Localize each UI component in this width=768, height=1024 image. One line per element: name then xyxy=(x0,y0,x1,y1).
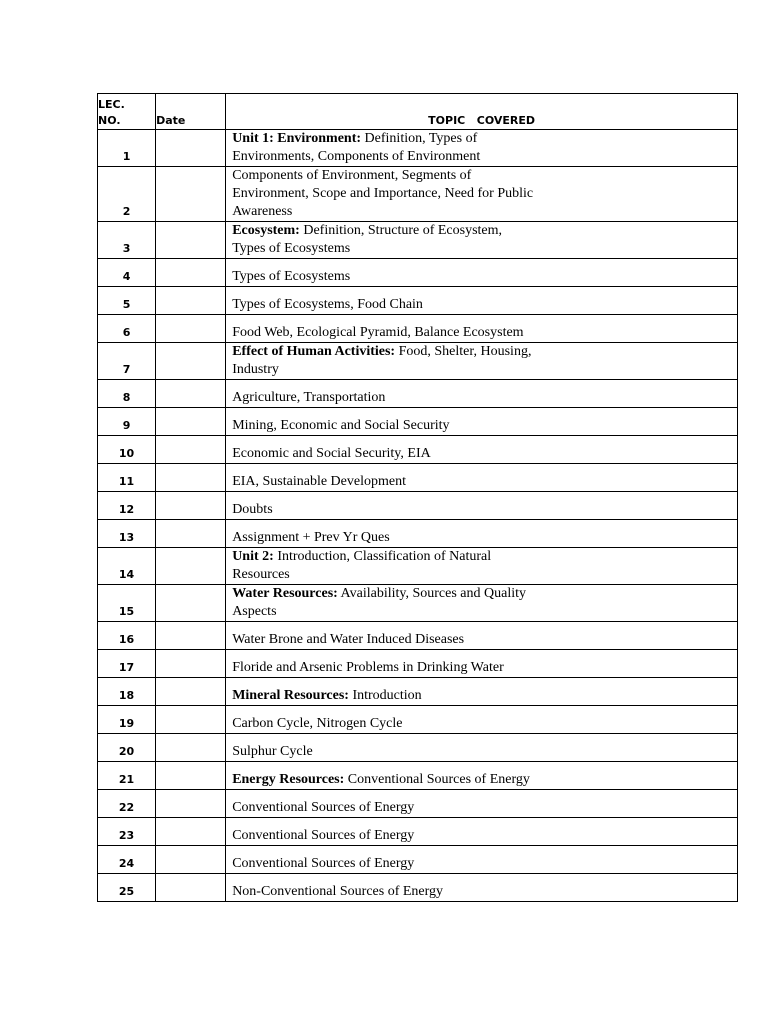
table-row xyxy=(98,548,738,585)
table-row xyxy=(98,650,738,678)
lecture-number: 17 xyxy=(98,650,156,678)
topic-covered xyxy=(226,846,738,874)
table-row xyxy=(98,259,738,287)
topic-text: Definition, Structure of Ecosystem, Types of Ecosystems xyxy=(232,223,503,256)
table-row xyxy=(98,408,738,436)
topic-text: Assignment + Prev Yr Ques xyxy=(232,530,390,545)
table-row xyxy=(98,130,738,167)
lecture-plan-table xyxy=(97,93,738,902)
topic-covered xyxy=(226,380,738,408)
lecture-date xyxy=(156,706,226,734)
table-row xyxy=(98,622,738,650)
topic-text: Mining, Economic and Social Security xyxy=(232,418,450,433)
table-row xyxy=(98,287,738,315)
lecture-date xyxy=(156,650,226,678)
lecture-date xyxy=(156,343,226,380)
topic-covered xyxy=(226,343,738,380)
topic-heading: Energy Resources: xyxy=(232,772,345,787)
lecture-number: 2 xyxy=(98,167,156,222)
lecture-date xyxy=(156,222,226,259)
lecture-number: 9 xyxy=(98,408,156,436)
topic-text: Carbon Cycle, Nitrogen Cycle xyxy=(232,716,403,731)
topic-text: Types of Ecosystems, Food Chain xyxy=(232,297,423,312)
topic-covered xyxy=(226,167,738,222)
topic-heading: Effect of Human Activities: xyxy=(232,344,396,359)
topic-covered xyxy=(226,259,738,287)
topic-text: Doubts xyxy=(232,502,273,517)
lecture-number: 23 xyxy=(98,818,156,846)
topic-covered xyxy=(226,818,738,846)
topic-covered xyxy=(226,762,738,790)
header-row xyxy=(98,94,738,130)
topic-text: Sulphur Cycle xyxy=(232,744,313,759)
table-row xyxy=(98,343,738,380)
lecture-date xyxy=(156,762,226,790)
topic-text: Agriculture, Transportation xyxy=(232,390,386,405)
topic-covered xyxy=(226,130,738,167)
lecture-date xyxy=(156,585,226,622)
table-row xyxy=(98,706,738,734)
table-row xyxy=(98,818,738,846)
topic-covered xyxy=(226,734,738,762)
topic-text: EIA, Sustainable Development xyxy=(232,474,406,489)
lecture-number: 3 xyxy=(98,222,156,259)
lecture-number: 19 xyxy=(98,706,156,734)
lecture-number: 14 xyxy=(98,548,156,585)
lecture-date xyxy=(156,520,226,548)
lecture-number: 15 xyxy=(98,585,156,622)
topic-heading: Mineral Resources: xyxy=(232,688,349,703)
lecture-date xyxy=(156,548,226,585)
topic-heading: Water Resources: xyxy=(232,586,338,601)
topic-covered xyxy=(226,408,738,436)
topic-text: Types of Ecosystems xyxy=(232,269,351,284)
topic-text: Availability, Sources and Quality Aspects xyxy=(232,586,526,619)
topic-covered xyxy=(226,585,738,622)
lecture-number: 20 xyxy=(98,734,156,762)
lecture-number: 21 xyxy=(98,762,156,790)
table-row xyxy=(98,167,738,222)
topic-covered xyxy=(226,706,738,734)
topic-covered xyxy=(226,650,738,678)
topic-covered xyxy=(226,464,738,492)
lecture-date xyxy=(156,167,226,222)
topic-covered xyxy=(226,492,738,520)
table-row xyxy=(98,585,738,622)
topic-covered xyxy=(226,874,738,902)
lecture-date xyxy=(156,436,226,464)
header-date: Date xyxy=(156,94,226,130)
lecture-number: 13 xyxy=(98,520,156,548)
topic-covered xyxy=(226,315,738,343)
table-row xyxy=(98,464,738,492)
table-row xyxy=(98,492,738,520)
lecture-number: 24 xyxy=(98,846,156,874)
lecture-number: 6 xyxy=(98,315,156,343)
topic-text: Conventional Sources of Energy xyxy=(232,856,415,871)
lecture-number: 1 xyxy=(98,130,156,167)
topic-text: Water Brone and Water Induced Diseases xyxy=(232,632,465,647)
lecture-number: 16 xyxy=(98,622,156,650)
topic-covered xyxy=(226,548,738,585)
lecture-number: 4 xyxy=(98,259,156,287)
lecture-date xyxy=(156,315,226,343)
topic-text: Floride and Arsenic Problems in Drinking Water xyxy=(232,660,504,675)
lecture-date xyxy=(156,846,226,874)
topic-heading: Unit 2: xyxy=(232,549,274,564)
lecture-number: 5 xyxy=(98,287,156,315)
topic-text: Conventional Sources of Energy xyxy=(344,772,530,787)
topic-covered xyxy=(226,222,738,259)
lecture-date xyxy=(156,287,226,315)
topic-text: Food, Shelter, Housing, Industry xyxy=(232,344,532,377)
table-row xyxy=(98,874,738,902)
topic-text: Introduction xyxy=(348,688,422,703)
lecture-date xyxy=(156,259,226,287)
lecture-date xyxy=(156,790,226,818)
lecture-number: 10 xyxy=(98,436,156,464)
header-topic: TOPIC COVERED xyxy=(226,94,738,130)
topic-covered xyxy=(226,622,738,650)
topic-covered xyxy=(226,790,738,818)
lecture-date xyxy=(156,464,226,492)
header-lec-no: LEC. NO. xyxy=(98,94,156,130)
lecture-number: 22 xyxy=(98,790,156,818)
table-row xyxy=(98,222,738,259)
topic-covered xyxy=(226,436,738,464)
topic-heading: Unit 1: Environment: xyxy=(232,131,362,146)
table-row xyxy=(98,678,738,706)
topic-covered xyxy=(226,520,738,548)
table-row xyxy=(98,734,738,762)
lecture-number: 7 xyxy=(98,343,156,380)
table-row xyxy=(98,790,738,818)
lecture-number: 8 xyxy=(98,380,156,408)
topic-text: Components of Environment, Segments of Environment, Scope and Importance, Need for Public Awareness xyxy=(232,168,534,219)
topic-text: Economic and Social Security, EIA xyxy=(232,446,431,461)
topic-text: Non-Conventional Sources of Energy xyxy=(232,884,444,899)
lecture-date xyxy=(156,492,226,520)
topic-covered xyxy=(226,678,738,706)
lecture-date xyxy=(156,408,226,436)
table-row xyxy=(98,380,738,408)
lecture-date xyxy=(156,734,226,762)
lecture-number: 18 xyxy=(98,678,156,706)
topic-text: Definition, Types of Environments, Components of Environment xyxy=(232,131,481,164)
table-row xyxy=(98,520,738,548)
topic-text: Introduction, Classification of Natural Resources xyxy=(232,549,492,582)
lecture-date xyxy=(156,818,226,846)
lecture-number: 25 xyxy=(98,874,156,902)
lecture-date xyxy=(156,678,226,706)
lecture-date xyxy=(156,874,226,902)
table-row xyxy=(98,846,738,874)
topic-text: Conventional Sources of Energy xyxy=(232,800,415,815)
table-body xyxy=(98,130,738,902)
table-row xyxy=(98,436,738,464)
lecture-number: 11 xyxy=(98,464,156,492)
lecture-number: 12 xyxy=(98,492,156,520)
lecture-date xyxy=(156,130,226,167)
topic-heading: Ecosystem: xyxy=(232,223,300,238)
lecture-date xyxy=(156,380,226,408)
topic-covered xyxy=(226,287,738,315)
lecture-date xyxy=(156,622,226,650)
table-row xyxy=(98,762,738,790)
topic-text: Conventional Sources of Energy xyxy=(232,828,415,843)
topic-text: Food Web, Ecological Pyramid, Balance Ecosystem xyxy=(232,325,524,340)
table-row xyxy=(98,315,738,343)
